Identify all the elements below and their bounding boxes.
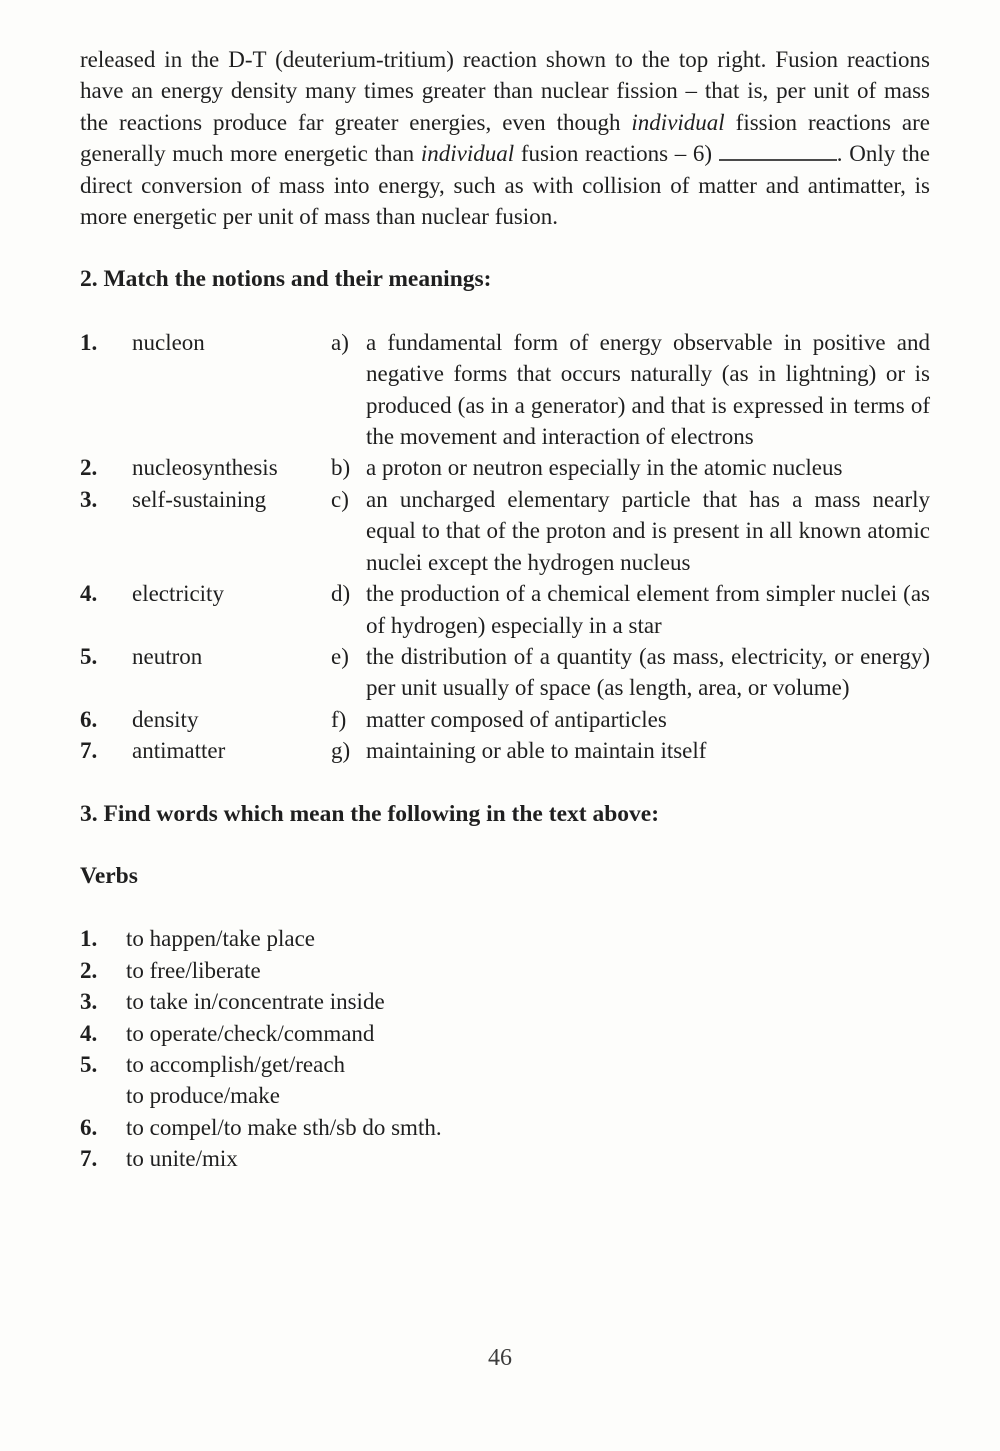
intro-text-segment: fission reactions are generally much more energetic than [80, 109, 930, 167]
item-number: 5. [80, 643, 98, 669]
section-3-heading: 3. Find words which mean the following in the text above: [80, 800, 660, 827]
verb-text: to compel/to make sth/sb do smth. [126, 1114, 442, 1140]
verb-row [80, 1049, 930, 1080]
intro-text-segment: . Only the direct conversion of mass into energy, such as with collision of matter and antimatter, is more energetic per unit of mass than nuclear fusion. [80, 141, 930, 230]
match-row [80, 327, 930, 453]
intro-paragraph [80, 44, 930, 232]
definition-text: the production of a chemical element from simpler nuclei (as of hydrogen) especially in a star [366, 581, 930, 638]
item-number: 3. [80, 486, 98, 512]
verb-row [80, 1018, 930, 1049]
verb-text: to operate/check/command [126, 1020, 375, 1046]
definition-text: maintaining or able to maintain itself [366, 738, 707, 764]
option-letter: g) [331, 738, 351, 764]
term-label: neutron [132, 643, 203, 669]
verb-row [80, 923, 930, 954]
option-letter: d) [331, 581, 351, 607]
definition-text: matter composed of antiparticles [366, 706, 667, 732]
item-number: 7. [80, 1146, 98, 1172]
verb-text: to happen/take place [126, 926, 316, 952]
match-row [80, 641, 930, 704]
italic-word: individual [631, 109, 725, 135]
match-exercise-list [80, 327, 930, 767]
option-letter: f) [331, 706, 347, 732]
verb-row [80, 1143, 930, 1174]
item-number: 4. [80, 581, 98, 607]
option-letter: a) [331, 329, 349, 355]
verbs-list [80, 923, 930, 1174]
term-label: density [132, 706, 199, 732]
definition-text: a proton or neutron especially in the atomic nucleus [366, 455, 843, 481]
verb-text: to produce/make [126, 1083, 280, 1109]
term-label: self-sustaining [132, 486, 267, 512]
section-2-heading: 2. Match the notions and their meanings: [80, 266, 492, 293]
item-number: 4. [80, 1020, 98, 1046]
match-row [80, 735, 930, 766]
verb-text: to take in/concentrate inside [126, 989, 385, 1015]
page-number: 46 [488, 1345, 512, 1371]
verb-row [80, 955, 930, 986]
term-label: nucleosynthesis [132, 455, 278, 481]
item-number: 6. [80, 1114, 98, 1140]
italic-word: individual [420, 141, 515, 167]
item-number: 2. [80, 957, 98, 983]
verb-text: to accomplish/get/reach [126, 1051, 346, 1077]
option-letter: b) [331, 455, 351, 481]
definition-text: a fundamental form of energy observable in positive and negative forms that occurs naturally (as in lightning) or is produced (as in a generator) and that is expressed in terms of the movement and interaction of electrons [366, 329, 930, 450]
verbs-heading: Verbs [80, 862, 138, 889]
match-row [80, 484, 930, 578]
item-number: 1. [80, 926, 98, 952]
option-letter: c) [331, 486, 349, 512]
item-number: 2. [80, 455, 98, 481]
match-row [80, 578, 930, 641]
item-number: 5. [80, 1051, 98, 1077]
intro-text-segment: fusion reactions – 6) [514, 141, 719, 167]
verb-text: to free/liberate [126, 957, 261, 983]
match-row [80, 452, 930, 483]
fill-in-blank [719, 147, 837, 161]
intro-text-segment: released in the D-T (deuterium-tritium) reaction shown to the top right. Fusion reactions have an energy density many times greater than nuclear fission – that is, per unit of mass the reactions produce far greater energies, even though [80, 47, 930, 135]
term-label: nucleon [132, 329, 205, 355]
match-row [80, 704, 930, 735]
page-content [80, 44, 930, 1175]
definition-text: an uncharged elementary particle that has a mass nearly equal to that of the proton and is present in all known atomic nuclei except the hydrogen nucleus [366, 486, 930, 575]
verb-row [80, 986, 930, 1017]
verb-text: to unite/mix [126, 1146, 238, 1172]
item-number: 3. [80, 989, 98, 1015]
item-number: 1. [80, 329, 98, 355]
verb-row-continuation [80, 1080, 930, 1111]
term-label: electricity [132, 581, 224, 607]
definition-text: the distribution of a quantity (as mass, electricity, or energy) per unit usually of space (as length, area, or volume) [366, 643, 930, 701]
term-label: antimatter [132, 738, 226, 764]
option-letter: e) [331, 643, 349, 669]
item-number: 6. [80, 706, 98, 732]
verb-row [80, 1112, 930, 1143]
item-number: 7. [80, 738, 98, 764]
